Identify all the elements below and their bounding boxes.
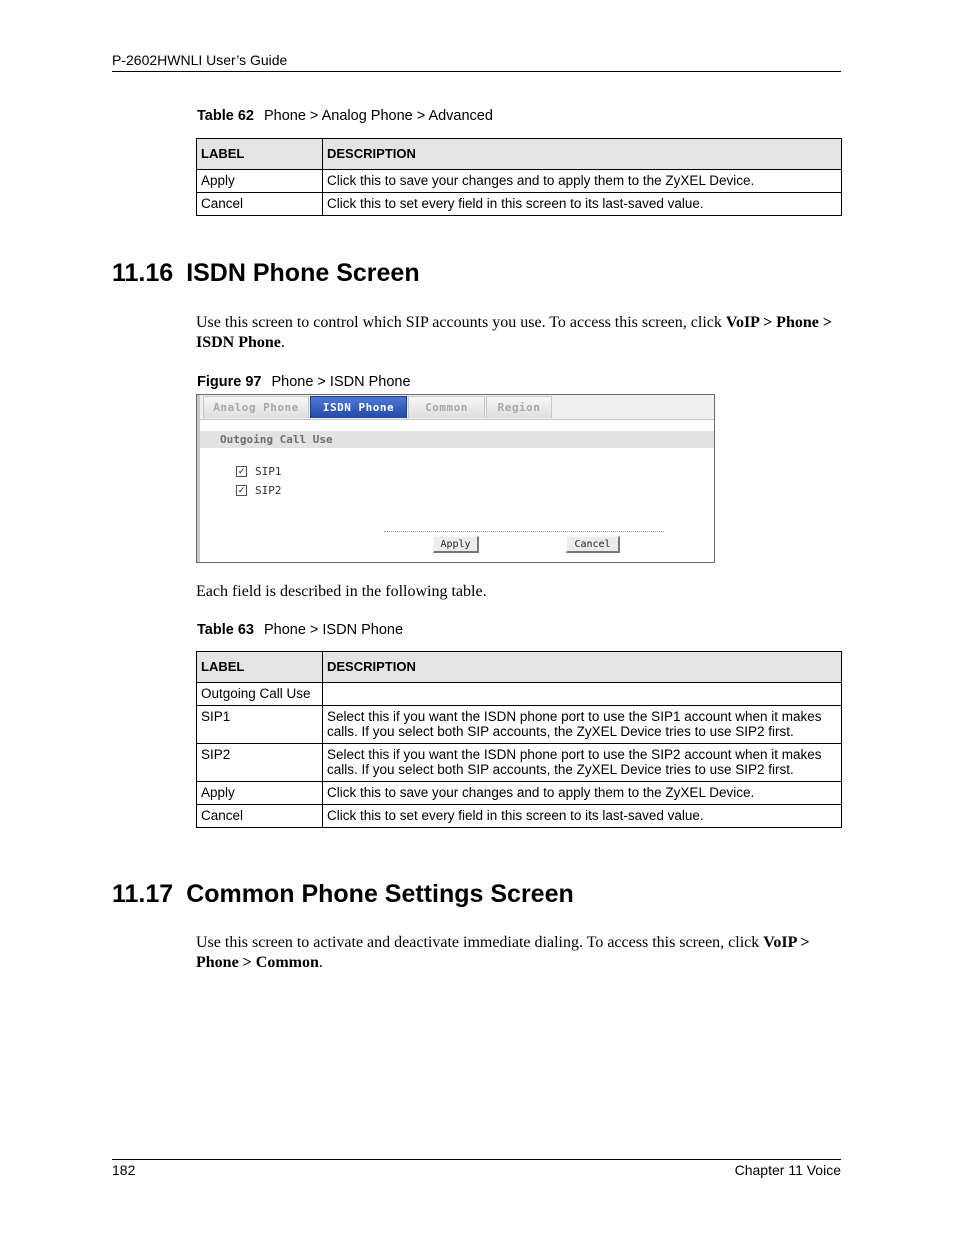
tab-isdn-phone[interactable]: ISDN Phone xyxy=(310,396,407,418)
row-label: Cancel xyxy=(197,193,323,216)
row-label: SIP2 xyxy=(197,744,323,782)
section-number: 11.17 xyxy=(112,880,174,908)
paragraph-text: Use this screen to control which SIP accounts you use. To access this screen, click xyxy=(196,314,726,331)
row-description: Select this if you want the ISDN phone port to use the SIP1 account when it makes calls. If you select both SIP accounts, the ZyXEL Device tries to use SIP2 first. xyxy=(323,706,842,744)
row-label: Cancel xyxy=(197,805,323,828)
section-title: Common Phone Settings Screen xyxy=(186,880,574,908)
figure97-caption xyxy=(197,374,411,390)
table-row xyxy=(197,170,842,193)
figure97-caption-number: Figure 97 xyxy=(197,374,262,390)
figure97-caption-text: Phone > ISDN Phone xyxy=(271,374,411,390)
table-row xyxy=(197,683,842,706)
table63-caption-number: Table 63 xyxy=(197,622,254,638)
chapter-label: Chapter 11 Voice xyxy=(734,1162,841,1178)
sip1-option[interactable] xyxy=(236,465,282,478)
sip2-option[interactable] xyxy=(236,484,282,497)
running-header: P-2602HWNLI User’s Guide xyxy=(112,52,288,68)
table-row xyxy=(197,706,842,744)
outgoing-call-use-section-title: Outgoing Call Use xyxy=(200,431,714,448)
paragraph-menu-path: VoIP > Phone > ISDN Phone xyxy=(196,314,832,351)
dotted-divider xyxy=(384,531,664,532)
paragraph-period: . xyxy=(280,334,285,351)
cancel-button[interactable]: Cancel xyxy=(566,536,620,553)
sip1-checkbox[interactable]: ✓ xyxy=(236,466,247,477)
section-intro-paragraph xyxy=(196,933,841,973)
table63-caption xyxy=(197,622,403,638)
column-header-label: LABEL xyxy=(197,652,323,683)
table-row xyxy=(197,782,842,805)
table-row xyxy=(197,193,842,216)
row-description xyxy=(323,683,842,706)
table63 xyxy=(196,651,842,828)
section-title: ISDN Phone Screen xyxy=(186,259,420,287)
apply-button[interactable]: Apply xyxy=(433,536,479,553)
table63-caption-text: Phone > ISDN Phone xyxy=(263,622,404,638)
section-heading-11-17 xyxy=(112,880,574,909)
row-description: Click this to set every field in this screen to its last-saved value. xyxy=(323,805,842,828)
row-label: Apply xyxy=(197,782,323,805)
table-intro-text: Each field is described in the following table. xyxy=(196,583,487,600)
column-header-description: DESCRIPTION xyxy=(323,139,842,170)
row-description: Click this to save your changes and to apply them to the ZyXEL Device. xyxy=(323,782,842,805)
table62-caption xyxy=(197,108,493,124)
sip2-label: SIP2 xyxy=(255,484,282,497)
row-description: Click this to save your changes and to apply them to the ZyXEL Device. xyxy=(323,170,842,193)
section-heading-11-16 xyxy=(112,259,420,288)
table-header-row xyxy=(197,139,842,170)
table-header-row xyxy=(197,652,842,683)
sip1-label: SIP1 xyxy=(255,465,282,478)
page-number: 182 xyxy=(112,1162,136,1178)
table62 xyxy=(196,138,842,216)
header-rule xyxy=(112,71,841,72)
paragraph-menu-path: VoIP > Phone > Common xyxy=(196,934,810,971)
section-intro-paragraph xyxy=(196,313,836,353)
row-label: Outgoing Call Use xyxy=(197,683,323,706)
tab-common[interactable]: Common xyxy=(408,396,485,418)
column-header-description: DESCRIPTION xyxy=(323,652,842,683)
section-number: 11.16 xyxy=(112,259,174,287)
table-row xyxy=(197,805,842,828)
tab-region[interactable]: Region xyxy=(486,396,552,418)
table62-caption-text: Phone > Analog Phone > Advanced xyxy=(263,108,493,124)
column-header-label: LABEL xyxy=(197,139,323,170)
frame-left-border xyxy=(197,395,200,562)
row-label: SIP1 xyxy=(197,706,323,744)
table-row xyxy=(197,744,842,782)
row-label: Apply xyxy=(197,170,323,193)
table62-caption-number: Table 62 xyxy=(197,108,254,124)
tab-strip xyxy=(200,395,714,420)
paragraph-period: . xyxy=(318,954,323,971)
isdn-phone-screenshot xyxy=(196,394,715,563)
row-description: Click this to set every field in this screen to its last-saved value. xyxy=(323,193,842,216)
tab-analog-phone[interactable]: Analog Phone xyxy=(203,396,309,418)
sip2-checkbox[interactable]: ✓ xyxy=(236,485,247,496)
paragraph-text: Use this screen to activate and deactivate immediate dialing. To access this screen, click xyxy=(196,934,764,951)
row-description: Select this if you want the ISDN phone port to use the SIP2 account when it makes calls. If you select both SIP accounts, the ZyXEL Device tries to use SIP2 first. xyxy=(323,744,842,782)
footer-rule xyxy=(112,1159,841,1160)
